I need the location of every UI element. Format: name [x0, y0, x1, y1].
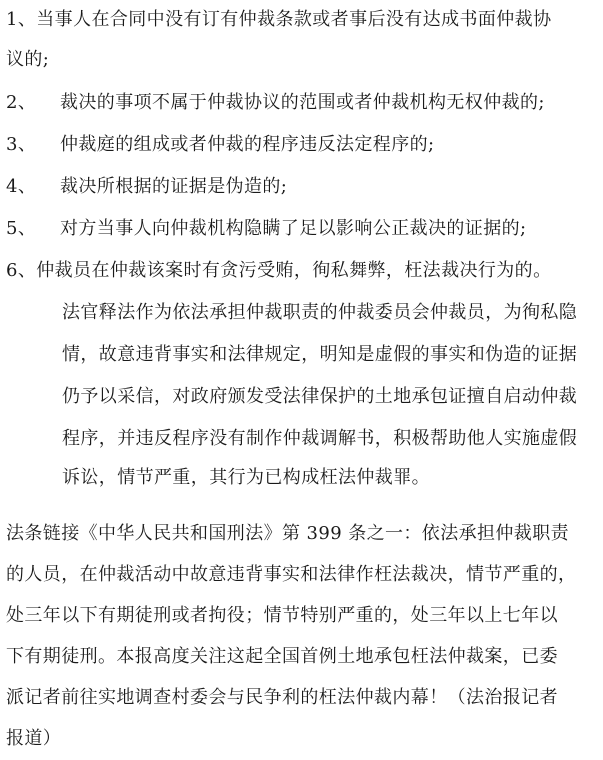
commentary-line	[62, 301, 577, 325]
commentary-line	[62, 466, 430, 490]
list-item-text: 对方当事人向仲裁机构隐瞒了足以影响公正裁决的证据的;	[60, 218, 527, 239]
list-item-1-continuation	[6, 48, 49, 72]
commentary-line	[62, 385, 577, 409]
list-item-number: 2、	[6, 92, 37, 113]
list-item-number: 4、	[6, 176, 37, 197]
commentary-text: 法官释法作为依法承担仲裁职责的仲裁委员会仲裁员，为徇私隐	[62, 302, 578, 323]
law-link-line	[6, 522, 569, 546]
law-link-line	[6, 604, 558, 628]
law-link-line	[6, 686, 558, 710]
list-item-number: 3、	[6, 134, 37, 155]
list-item-text: 仲裁庭的组成或者仲裁的程序违反法定程序的;	[60, 134, 435, 155]
law-link-line	[6, 727, 61, 751]
commentary-text: 仍予以采信，对政府颁发受法律保护的土地承包证擅自启动仲裁	[62, 386, 578, 407]
commentary-text: 诉讼，情节严重，其行为已构成枉法仲裁罪。	[62, 467, 430, 488]
list-item-4	[6, 175, 287, 199]
commentary-line	[62, 427, 577, 451]
law-link-text: 报道）	[6, 728, 62, 749]
commentary-text: 情，故意违背事实和法律规定，明知是虚假的事实和伪造的证据	[62, 344, 578, 365]
commentary-text: 程序，并违反程序没有制作仲裁调解书，积极帮助他人实施虚假	[62, 428, 578, 449]
list-item-text: 裁决的事项不属于仲裁协议的范围或者仲裁机构无权仲裁的;	[60, 92, 545, 113]
list-item-2	[6, 91, 545, 115]
list-item-number: 6、	[6, 260, 37, 281]
list-item-text: 裁决所根据的证据是伪造的;	[60, 176, 288, 197]
list-item-1	[6, 8, 551, 32]
law-link-line	[6, 645, 558, 669]
commentary-line	[62, 343, 577, 367]
list-item-text: 议的;	[6, 49, 50, 70]
law-link-text: 法条链接《中华人民共和国刑法》第 399 条之一：依法承担仲裁职责	[6, 523, 569, 544]
list-item-number: 1、	[6, 9, 37, 30]
law-link-text: 下有期徒刑。本报高度关注这起全国首例土地承包枉法仲裁案，已委	[6, 646, 558, 667]
list-item-3	[6, 133, 434, 157]
list-item-6	[6, 259, 551, 283]
list-item-5	[6, 217, 526, 241]
law-link-text: 的人员，在仲裁活动中故意违背事实和法律作枉法裁决，情节严重的，	[6, 564, 577, 585]
law-link-line	[6, 563, 576, 587]
list-item-text: 仲裁员在仲裁该案时有贪污受贿，徇私舞弊，枉法裁决行为的。	[36, 260, 552, 281]
law-link-text: 处三年以下有期徒刑或者拘役；情节特别严重的，处三年以上七年以	[6, 605, 558, 626]
list-item-text: 当事人在合同中没有订有仲裁条款或者事后没有达成书面仲裁协	[36, 9, 552, 30]
law-link-text: 派记者前往实地调查村委会与民争利的枉法仲裁内幕！（法治报记者	[6, 687, 558, 708]
list-item-number: 5、	[6, 218, 37, 239]
